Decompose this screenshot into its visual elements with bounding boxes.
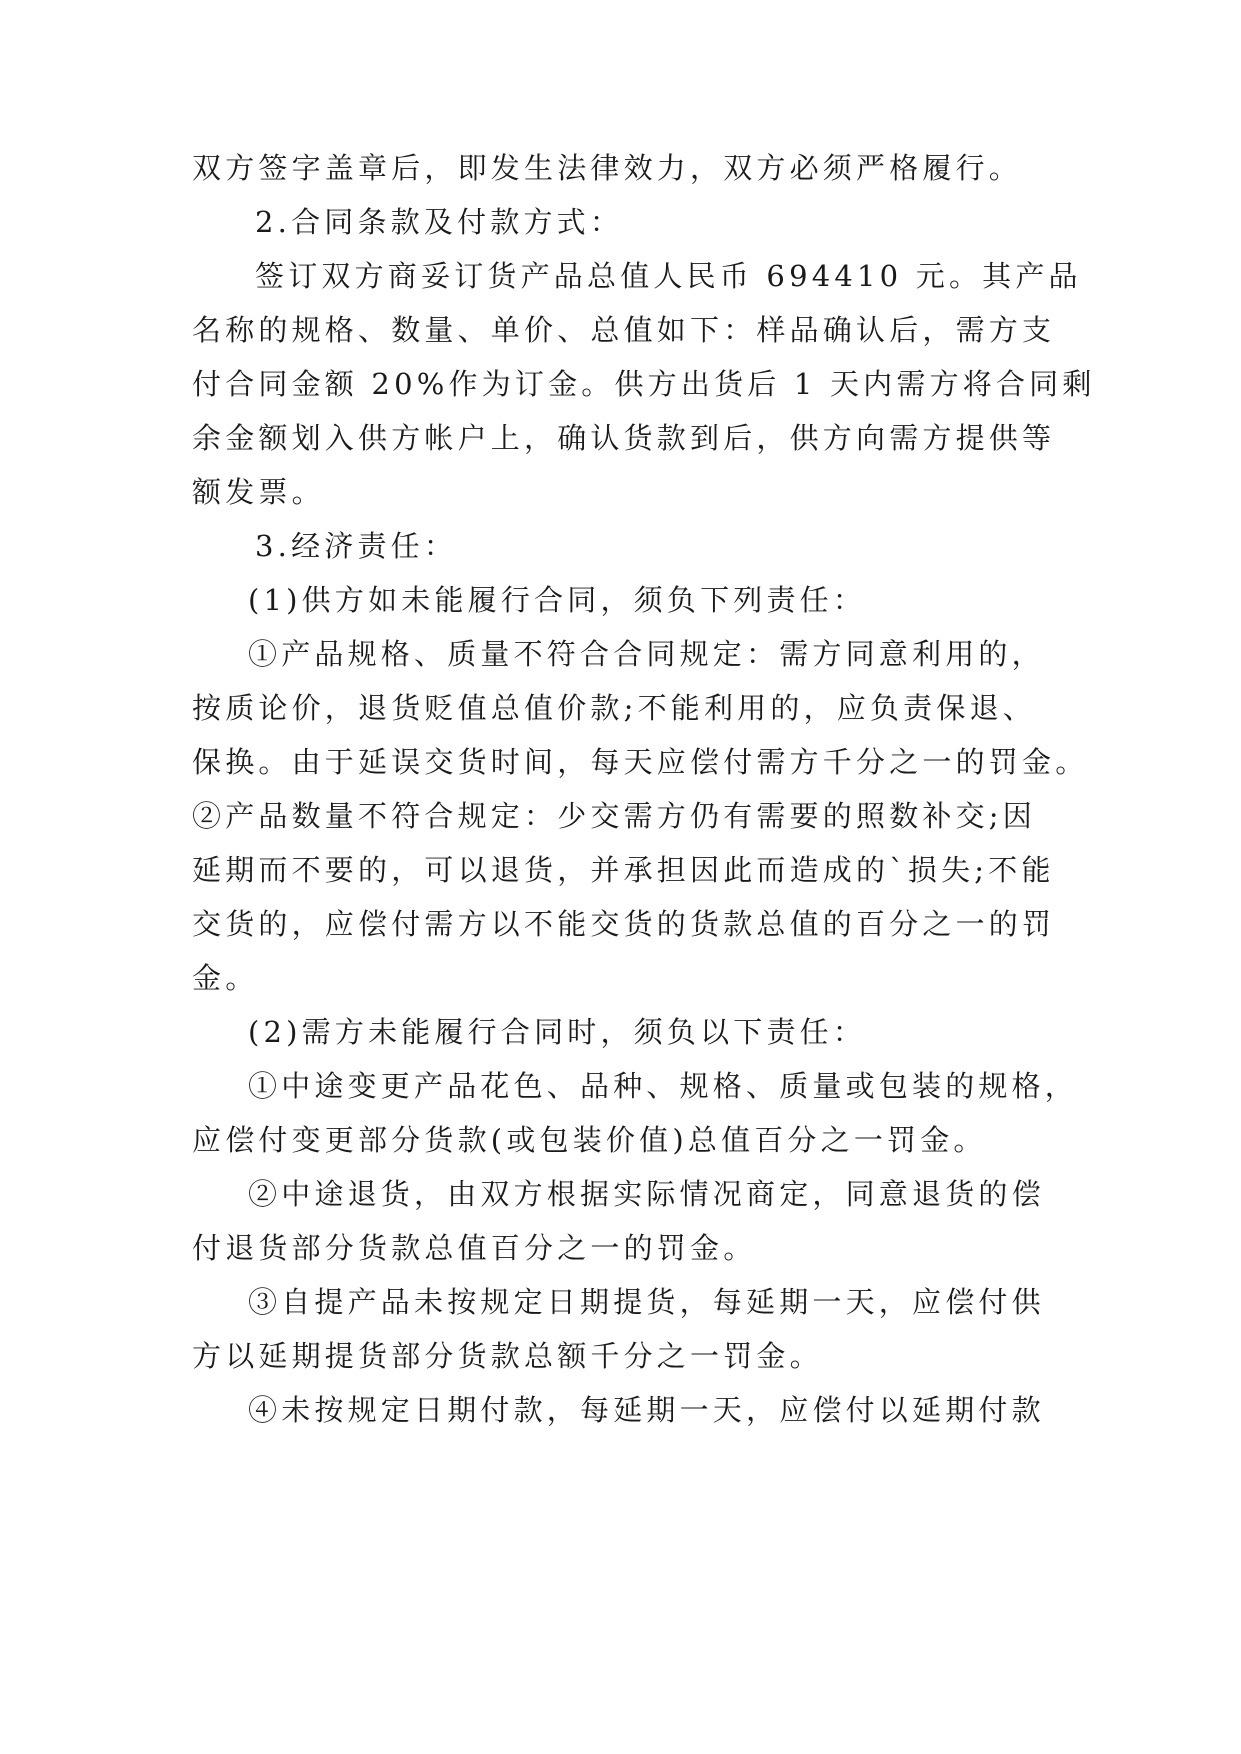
subsection-heading: (2)需方未能履行合同时，须负以下责任：	[248, 1015, 867, 1049]
text-line: 余金额划入供方帐户上，确认货款到后，供方向需方提供等	[192, 421, 1056, 455]
section-heading: 3.经济责任：	[255, 529, 458, 563]
text-line: 保换。由于延误交货时间，每天应偿付需方千分之一的罚金。	[192, 745, 1089, 779]
text-line: ③自提产品未按规定日期提货，每延期一天，应偿付供	[248, 1285, 1045, 1319]
text-line: 方以延期提货部分货款总额千分之一罚金。	[192, 1339, 823, 1373]
text-line: 金。	[192, 961, 259, 995]
text-line: ②产品数量不符合规定：少交需方仍有需要的照数补交;因	[192, 799, 1036, 833]
text-line: 名称的规格、数量、单价、总值如下：样品确认后，需方支	[192, 313, 1056, 347]
text-line: 双方签字盖章后，即发生法律效力，双方必须严格履行。	[192, 151, 1023, 185]
text-line: 应偿付变更部分货款(或包装价值)总值百分之一罚金。	[192, 1123, 987, 1157]
subsection-heading: (1)供方如未能履行合同，须负下列责任：	[248, 583, 867, 617]
text-line: ④未按规定日期付款，每延期一天，应偿付以延期付款	[248, 1393, 1045, 1427]
text-line: ②中途退货，由双方根据实际情况商定，同意退货的偿	[248, 1177, 1045, 1211]
text-line: ①中途变更产品花色、品种、规格、质量或包装的规格，	[248, 1069, 1079, 1103]
text-line: 付退货部分货款总值百分之一的罚金。	[192, 1231, 757, 1265]
text-line: 按质论价，退货贬值总值价款;不能利用的，应负责保退、	[192, 691, 1036, 725]
text-line: 额发票。	[192, 475, 325, 509]
text-line: 延期而不要的，可以退货，并承担因此而造成的`损失;不能	[192, 853, 1055, 887]
text-line: 签订双方商妥订货产品总值人民币 694410 元。其产品	[255, 259, 1082, 293]
text-line: ①产品规格、质量不符合合同规定：需方同意利用的，	[248, 637, 1045, 671]
text-line: 交货的，应偿付需方以不能交货的货款总值的百分之一的罚	[192, 907, 1056, 941]
section-heading: 2.合同条款及付款方式：	[255, 205, 624, 239]
text-line: 付合同金额 20%作为订金。供方出货后 1 天内需方将合同剩	[192, 367, 1096, 401]
